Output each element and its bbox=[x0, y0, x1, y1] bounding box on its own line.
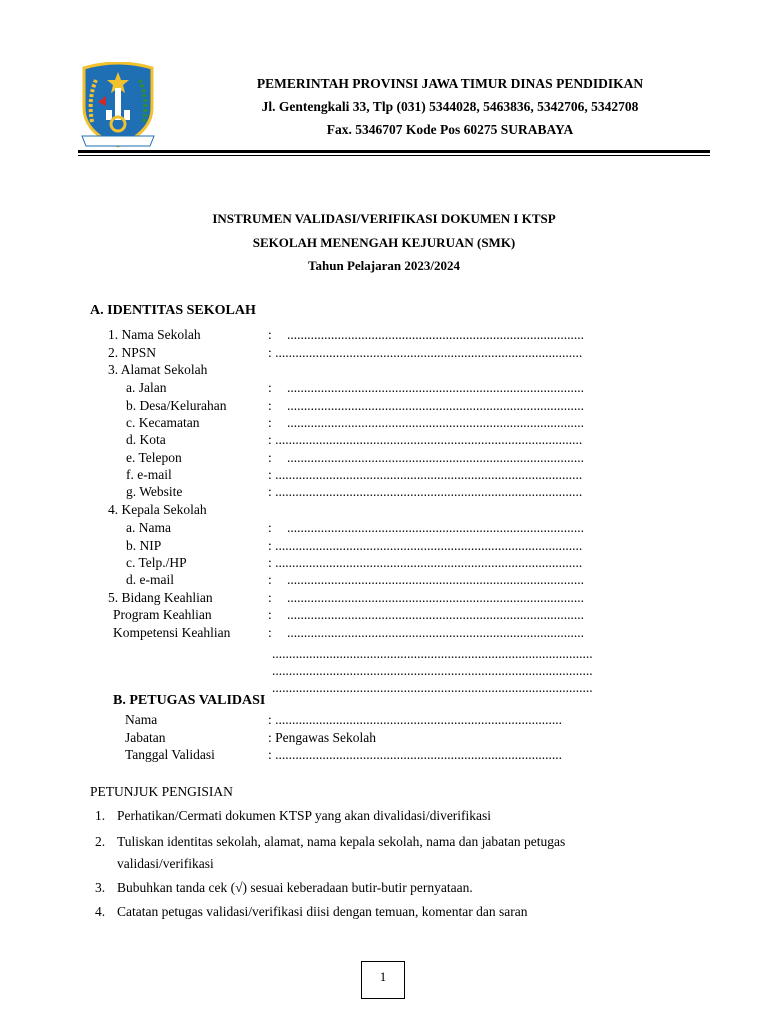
validator-row bbox=[0, 729, 768, 746]
form-row-fill-line[interactable]: ........................................................................................ bbox=[287, 380, 584, 395]
form-row-fill-line[interactable]: ........................................................................................ bbox=[287, 607, 584, 622]
form-row-colon: : bbox=[268, 590, 272, 605]
form-row bbox=[0, 344, 768, 361]
form-row-label: b. NIP bbox=[126, 538, 162, 553]
form-row bbox=[0, 519, 768, 536]
section-a-title: IDENTITAS SEKOLAH bbox=[107, 303, 256, 318]
form-row bbox=[0, 606, 768, 623]
form-row-label: a. Jalan bbox=[126, 380, 167, 395]
form-row-label: d. Kota bbox=[126, 432, 166, 447]
form-row-label: a. Nama bbox=[126, 520, 171, 535]
form-row bbox=[0, 624, 768, 641]
header-agency-name: PEMERINTAH PROVINSI JAWA TIMUR DINAS PENDIDIKAN bbox=[256, 76, 644, 91]
form-row-fill-line[interactable]: ........................................................................................ bbox=[287, 625, 584, 640]
form-row-label: c. Telp./HP bbox=[126, 555, 187, 570]
form-row-colon: : bbox=[268, 380, 272, 395]
form-row bbox=[0, 449, 768, 466]
header-rule-thin bbox=[78, 155, 710, 156]
form-row-colon: : bbox=[268, 327, 272, 342]
form-row-label: g. Website bbox=[126, 484, 183, 499]
form-row-fill-line[interactable]: ........................................................................................ bbox=[287, 398, 584, 413]
form-row-colon: : bbox=[268, 415, 272, 430]
form-row bbox=[0, 414, 768, 431]
form-row-fill-line[interactable]: ........................................................................................ bbox=[287, 327, 584, 342]
validator-row-label: Nama bbox=[125, 712, 158, 727]
instruction-text: Perhatikan/Cermati dokumen KTSP yang akan divalidasi/diverifikasi bbox=[117, 808, 492, 823]
form-row-fill-line[interactable]: ............................................................................................... bbox=[272, 680, 593, 695]
instruction-text: Catatan petugas validasi/verifikasi diisi dengan temuan, komentar dan saran bbox=[117, 904, 528, 919]
form-row-colon: : bbox=[268, 398, 272, 413]
instruction-text: validasi/verifikasi bbox=[117, 856, 214, 871]
validator-row-value[interactable]: : ..................................................................................... bbox=[268, 747, 563, 762]
coat-of-arms-icon bbox=[78, 62, 158, 152]
form-row-label: d. e-mail bbox=[126, 572, 174, 587]
form-row-colon: : ........................................................................................... bbox=[268, 432, 583, 447]
validator-row bbox=[0, 746, 768, 763]
section-a-letter: A. bbox=[90, 303, 104, 318]
form-row-label: c. Kecamatan bbox=[126, 415, 200, 430]
form-row-colon: : ........................................................................................... bbox=[268, 345, 583, 360]
validator-row bbox=[0, 711, 768, 728]
validator-row-value[interactable]: : Pengawas Sekolah bbox=[268, 730, 376, 745]
header-rule-thick bbox=[78, 150, 710, 153]
instruction-number: 2. bbox=[95, 834, 106, 849]
form-row-fill-line[interactable]: ........................................................................................ bbox=[287, 520, 584, 535]
form-row bbox=[0, 397, 768, 414]
instruction-text: Bubuhkan tanda cek (√) sesuai keberadaan butir-butir pernyataan. bbox=[117, 880, 473, 895]
section-b-heading: B. PETUGAS VALIDASI bbox=[113, 693, 266, 708]
header-fax: Fax. 5346707 Kode Pos 60275 SURABAYA bbox=[326, 122, 574, 137]
form-row-colon: : ........................................................................................... bbox=[268, 484, 583, 499]
form-row-label: 5. Bidang Keahlian bbox=[108, 590, 213, 605]
form-row bbox=[0, 483, 768, 500]
form-row-label: 3. Alamat Sekolah bbox=[108, 362, 208, 377]
form-row-label: f. e-mail bbox=[126, 467, 172, 482]
form-row bbox=[0, 645, 768, 662]
doc-title-line2: SEKOLAH MENENGAH KEJURUAN (SMK) bbox=[252, 235, 516, 250]
form-row-colon: : bbox=[268, 520, 272, 535]
form-row bbox=[0, 662, 768, 679]
form-row-colon: : bbox=[268, 572, 272, 587]
form-row-fill-line[interactable]: ........................................................................................ bbox=[287, 572, 584, 587]
instruction-number: 4. bbox=[95, 904, 106, 919]
validator-row-label: Tanggal Validasi bbox=[125, 747, 215, 762]
form-row-label: Kompetensi Keahlian bbox=[113, 625, 231, 640]
form-row-colon: : ........................................................................................... bbox=[268, 555, 583, 570]
doc-title-line3: Tahun Pelajaran 2023/2024 bbox=[308, 258, 460, 273]
form-row-label: 2. NPSN bbox=[108, 345, 157, 360]
form-row bbox=[0, 361, 768, 378]
form-row-fill-line[interactable]: ........................................................................................ bbox=[287, 590, 584, 605]
validator-row-label: Jabatan bbox=[125, 730, 166, 745]
page-number-box bbox=[361, 961, 405, 999]
form-row bbox=[0, 466, 768, 483]
form-row-label: b. Desa/Kelurahan bbox=[126, 398, 227, 413]
instruction-number: 1. bbox=[95, 808, 106, 823]
form-row bbox=[0, 589, 768, 606]
form-row-colon: : bbox=[268, 450, 272, 465]
form-row-colon: : bbox=[268, 625, 272, 640]
form-row bbox=[0, 571, 768, 588]
form-row-label: e. Telepon bbox=[126, 450, 182, 465]
form-row-colon: : ........................................................................................... bbox=[268, 467, 583, 482]
form-row bbox=[0, 537, 768, 554]
form-row-label: Program Keahlian bbox=[113, 607, 212, 622]
instruction-text: Tuliskan identitas sekolah, alamat, nama kepala sekolah, nama dan jabatan petugas bbox=[117, 834, 566, 849]
form-row bbox=[0, 501, 768, 518]
form-row-label: 1. Nama Sekolah bbox=[108, 327, 201, 342]
validator-row-value[interactable]: : ..................................................................................... bbox=[268, 712, 563, 727]
form-row-fill-line[interactable]: ........................................................................................ bbox=[287, 450, 584, 465]
doc-title-line1: INSTRUMEN VALIDASI/VERIFIKASI DOKUMEN I KTSP bbox=[212, 211, 556, 226]
form-row-fill-line[interactable]: ............................................................................................... bbox=[272, 663, 593, 678]
petunjuk-heading: PETUNJUK PENGISIAN bbox=[90, 784, 233, 799]
letterhead bbox=[0, 0, 768, 170]
section-a-heading bbox=[90, 303, 256, 319]
form-row-colon: : ........................................................................................... bbox=[268, 538, 583, 553]
form-row bbox=[0, 431, 768, 448]
form-row bbox=[0, 326, 768, 343]
form-row-fill-line[interactable]: ........................................................................................ bbox=[287, 415, 584, 430]
form-row-fill-line[interactable]: ............................................................................................... bbox=[272, 646, 593, 661]
page-number: 1 bbox=[379, 969, 387, 984]
form-row bbox=[0, 554, 768, 571]
form-row-label: 4. Kepala Sekolah bbox=[108, 502, 207, 517]
header-address: Jl. Gentengkali 33, Tlp (031) 5344028, 5463836, 5342706, 5342708 bbox=[261, 99, 639, 114]
form-row-colon: : bbox=[268, 607, 272, 622]
form-row bbox=[0, 379, 768, 396]
instruction-number: 3. bbox=[95, 880, 106, 895]
